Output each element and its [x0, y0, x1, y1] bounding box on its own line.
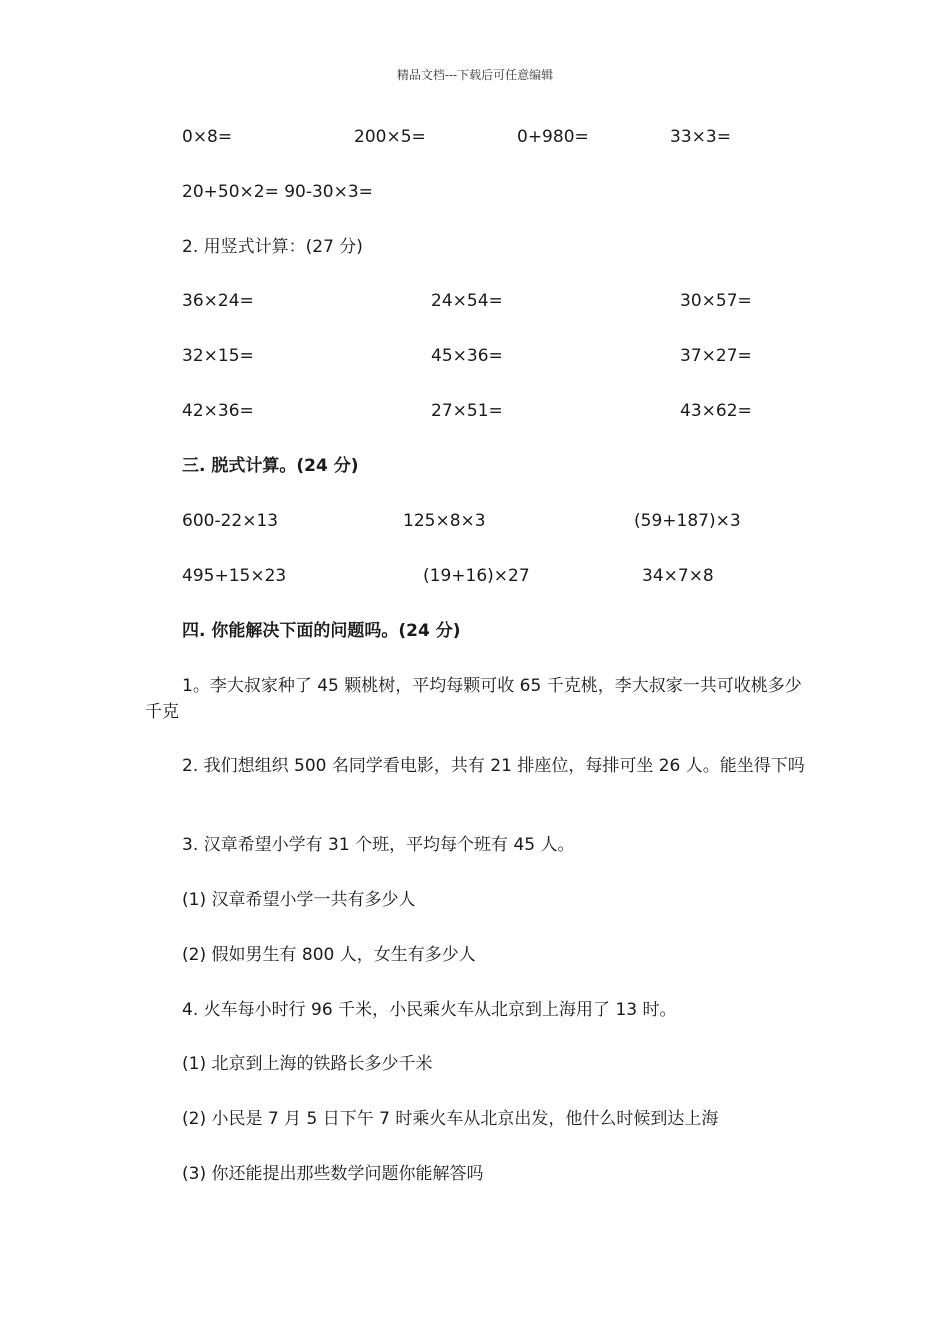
section3-title: 三. 脱式计算。(24 分) — [182, 456, 359, 476]
problem-24x54: 24×54= — [431, 291, 503, 311]
problem-33x3: 33×3= — [670, 127, 731, 147]
problem-59plus187x3: (59+187)×3 — [634, 511, 741, 531]
section4-title: 四. 你能解决下面的问题吗。(24 分) — [182, 621, 461, 641]
problem-27x51: 27×51= — [431, 401, 503, 421]
problem-45x36: 45×36= — [431, 346, 503, 366]
problem-19plus16x27: (19+16)×27 — [423, 566, 530, 586]
question-1: 1。李大叔家种了 45 颗桃树，平均每颗可收 65 千克桃，李大叔家一共可收桃多少千克 — [145, 676, 802, 722]
problem-34x7x8: 34×7×8 — [642, 566, 714, 586]
section2-title: 2. 用竖式计算：(27 分) — [182, 237, 363, 257]
question-4-part-2: (2) 小民是 7 月 5 日下午 7 时乘火车从北京出发，他什么时候到达上海 — [182, 1109, 719, 1129]
problem-36x24: 36×24= — [182, 291, 254, 311]
problem-30x57: 30×57= — [680, 291, 752, 311]
problem-32x15: 32×15= — [182, 346, 254, 366]
problem-row2: 20+50×2= 90-30×3= — [182, 182, 373, 202]
problem-125x8x3: 125×8×3 — [403, 511, 486, 531]
problem-0x8: 0×8= — [182, 127, 233, 147]
question-3: 3. 汉章希望小学有 31 个班，平均每个班有 45 人。 — [182, 835, 575, 855]
problem-42x36: 42×36= — [182, 401, 254, 421]
problem-600-22x13: 600-22×13 — [182, 511, 279, 531]
question-4: 4. 火车每小时行 96 千米，小民乘火车从北京到上海用了 13 时。 — [182, 1000, 677, 1020]
question-2: 2. 我们想组织 500 名同学看电影，共有 21 排座位，每排可坐 26 人。能坐得下吗 — [182, 756, 805, 776]
page-header: 精品文档---下载后可任意编辑 — [396, 68, 554, 82]
problem-495plus15x23: 495+15×23 — [182, 566, 287, 586]
problem-200x5: 200×5= — [354, 127, 426, 147]
problem-43x62: 43×62= — [680, 401, 752, 421]
question-4-part-1: (1) 北京到上海的铁路长多少千米 — [182, 1054, 433, 1074]
question-4-part-3: (3) 你还能提出那些数学问题你能解答吗 — [182, 1164, 484, 1184]
question-3-part-2: (2) 假如男生有 800 人，女生有多少人 — [182, 945, 476, 965]
problem-37x27: 37×27= — [680, 346, 752, 366]
question-3-part-1: (1) 汉章希望小学一共有多少人 — [182, 890, 416, 910]
problem-0plus980: 0+980= — [517, 127, 589, 147]
